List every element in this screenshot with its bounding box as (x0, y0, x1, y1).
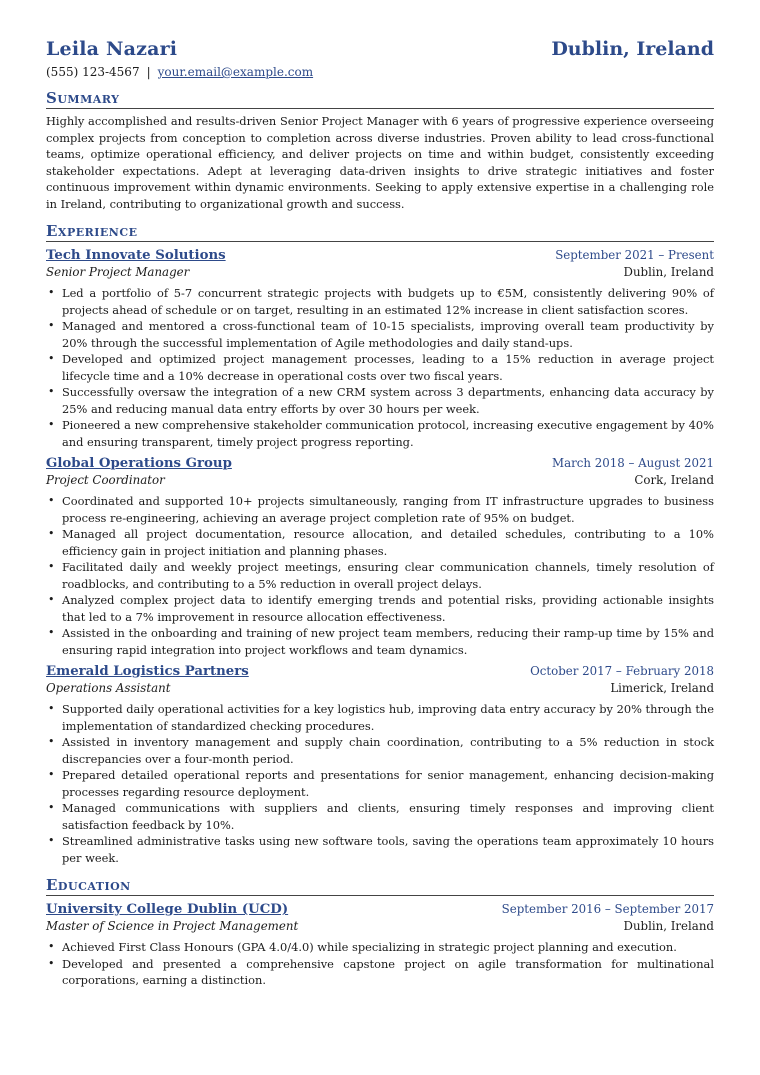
job-location: Dublin, Ireland (623, 265, 714, 279)
job-location: Limerick, Ireland (610, 681, 714, 695)
school-location: Dublin, Ireland (623, 919, 714, 933)
achievement-item: • Streamlined administrative tasks using new software tools, saving the operations team approximately 10 hours per week. (46, 833, 714, 866)
summary-text: Highly accomplished and results-driven Senior Project Manager with 6 years of progressive experience overseeing complex projects from conception to completion across diverse industries. Proven ability to lead cross-functional teams, optimize operational efficiency, and deliver projects on time and within budget, consistently exceeding stakeholder expectations. Adept at leveraging data-driven insights to drive strategic initiatives and foster continuous improvement within dynamic environments. Seeking to apply extensive expertise in a challenging role in Ireland, contributing to organizational growth and success. (46, 114, 714, 211)
experience-heading: Experience (46, 223, 714, 242)
education-heading: Education (46, 877, 714, 896)
highlight-item: • Developed and presented a comprehensive capstone project on agile transformation for multinational corporations, earning a distinction. (46, 956, 714, 989)
phone-number: (555) 123-4567 (46, 65, 140, 79)
achievement-item: • Facilitated daily and weekly project meetings, ensuring clear communication channels, timely resolution of roadblocks, and contributing to a 5% reduction in overall project delays. (46, 559, 714, 592)
achievement-item: • Managed communications with suppliers and clients, ensuring timely responses and improving client satisfaction feedback by 10%. (46, 800, 714, 833)
job-title: Senior Project Manager (46, 265, 190, 279)
experience-entry (46, 664, 714, 866)
employment-dates: March 2018 – August 2021 (552, 456, 714, 470)
achievement-list (46, 493, 714, 658)
education-highlights (46, 939, 714, 989)
achievement-item: • Assisted in inventory management and supply chain coordination, contributing to a 5% reduction in stock discrepancies over a four-month period. (46, 734, 714, 767)
employer-name: Tech Innovate Solutions (46, 248, 226, 263)
experience-entry (46, 248, 714, 450)
email-link[interactable]: your.email@example.com (157, 65, 314, 79)
achievement-item: • Developed and optimized project management processes, leading to a 15% reduction in average project lifecycle time and a 10% decrease in operational costs over two fiscal years. (46, 351, 714, 384)
contact-line (46, 65, 714, 79)
resume-header (46, 38, 714, 60)
highlight-item: • Achieved First Class Honours (GPA 4.0/4.0) while specializing in strategic project planning and execution. (46, 939, 714, 956)
achievement-list (46, 701, 714, 866)
achievement-item: • Led a portfolio of 5-7 concurrent strategic projects with budgets up to €5M, consistently delivering 90% of projects ahead of schedule or on target, resulting in an estimated 12% increase in client satisfaction scores. (46, 285, 714, 318)
job-title: Operations Assistant (46, 681, 171, 695)
achievement-item: • Managed and mentored a cross-functional team of 10-15 specialists, improving overall team productivity by 20% through the successful implementation of Agile methodologies and daily stand-ups. (46, 318, 714, 351)
achievement-item: • Supported daily operational activities for a key logistics hub, improving data entry accuracy by 20% through the implementation of standardized checking procedures. (46, 701, 714, 734)
employment-dates: October 2017 – February 2018 (530, 664, 714, 678)
summary-heading: Summary (46, 90, 714, 109)
achievement-item: • Prepared detailed operational reports and presentations for senior management, enhancing decision-making processes regarding resource deployment. (46, 767, 714, 800)
employer-name: Emerald Logistics Partners (46, 664, 249, 679)
school-name: University College Dublin (UCD) (46, 902, 289, 917)
study-dates: September 2016 – September 2017 (501, 902, 714, 916)
candidate-location: Dublin, Ireland (551, 38, 714, 60)
contact-separator: | (146, 65, 151, 79)
achievement-item: • Successfully oversaw the integration of a new CRM system across 3 departments, enhancing data accuracy by 25% and reducing manual data entry efforts by over 30 hours per week. (46, 384, 714, 417)
degree-title: Master of Science in Project Management (46, 919, 299, 933)
achievement-item: • Pioneered a new comprehensive stakeholder communication protocol, increasing executive engagement by 40% and ensuring transparent, timely project progress reporting. (46, 417, 714, 450)
achievement-list (46, 285, 714, 450)
achievement-item: • Coordinated and supported 10+ projects simultaneously, ranging from IT infrastructure upgrades to business process re-engineering, achieving an average project completion rate of 95% on budget. (46, 493, 714, 526)
experience-entry (46, 456, 714, 658)
candidate-name: Leila Nazari (46, 38, 178, 60)
achievement-item: • Managed all project documentation, resource allocation, and detailed schedules, contributing to a 10% efficiency gain in project initiation and planning phases. (46, 526, 714, 559)
achievement-item: • Assisted in the onboarding and training of new project team members, reducing their ramp-up time by 15% and ensuring rapid integration into project workflows and team dynamics. (46, 625, 714, 658)
achievement-item: • Analyzed complex project data to identify emerging trends and potential risks, providing actionable insights that led to a 7% improvement in resource allocation effectiveness. (46, 592, 714, 625)
employer-name: Global Operations Group (46, 456, 232, 471)
job-location: Cork, Ireland (634, 473, 714, 487)
employment-dates: September 2021 – Present (555, 248, 714, 262)
education-entry (46, 902, 714, 989)
job-title: Project Coordinator (46, 473, 165, 487)
